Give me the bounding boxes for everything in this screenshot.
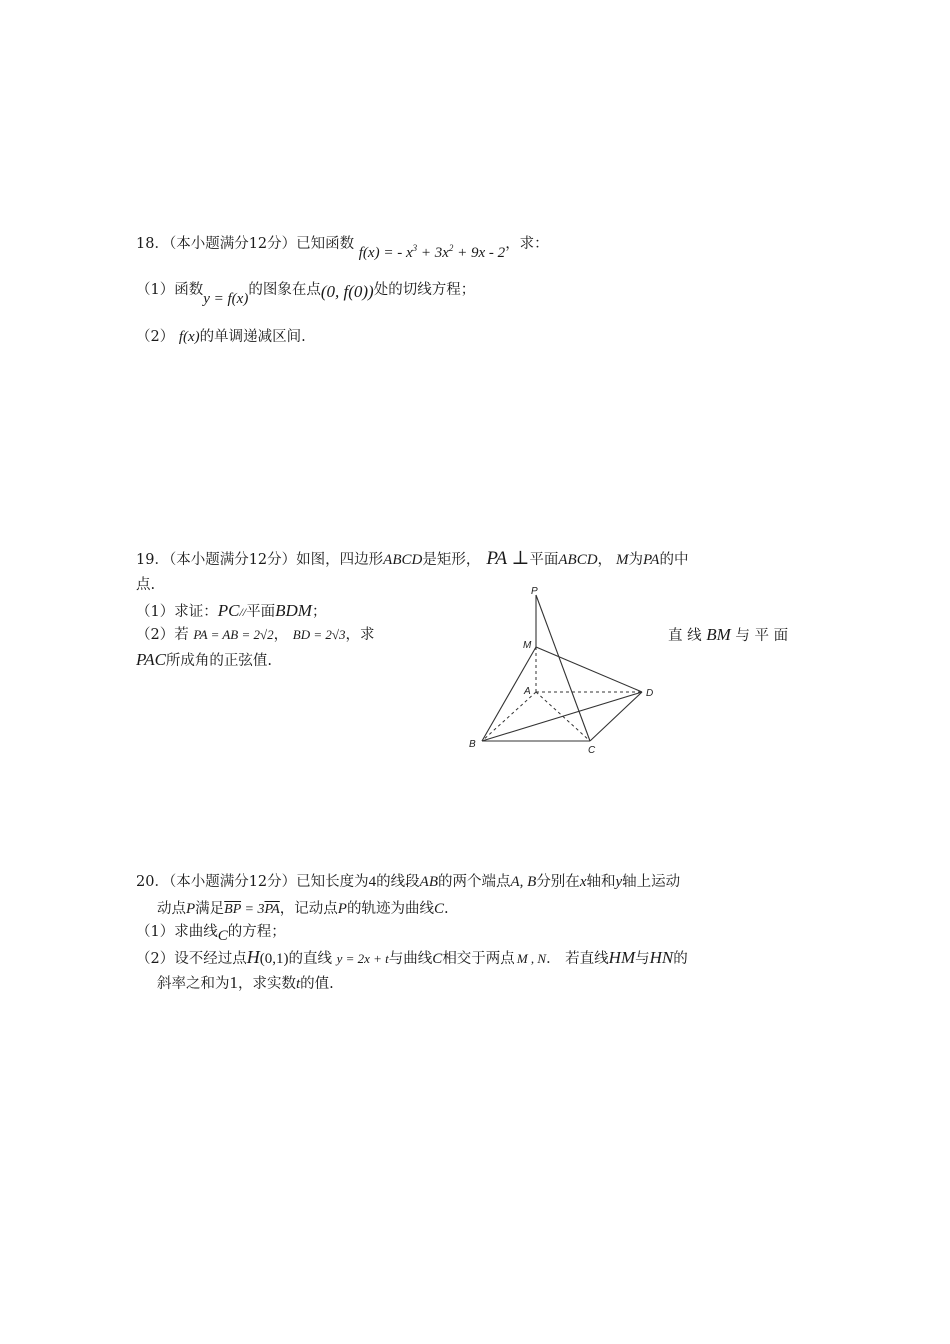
q19-part1-label: （1）求证：	[136, 604, 218, 620]
q19-part2-ask: ，求	[345, 627, 375, 643]
q20-h-coords: (0,1)	[259, 951, 289, 967]
q18-part2-text: 的单调递减区间.	[199, 329, 306, 345]
edge-ac-dashed	[536, 692, 590, 741]
q19-part2-label: （2）若	[136, 627, 189, 643]
q20-part1	[136, 922, 286, 942]
edge-pc	[536, 595, 590, 741]
q19-abcd-2: ABCD	[558, 552, 598, 568]
q19-text-b: 平面	[529, 552, 559, 568]
q20-part2	[136, 947, 688, 969]
q18-part2-function: f(x)	[178, 329, 200, 345]
q19-pa-perp: PA ⊥	[486, 548, 530, 569]
label-b: B	[469, 739, 476, 750]
q18-heading: （本小题满分12分）已知函数	[168, 236, 355, 252]
q20-part1-c: C	[217, 928, 228, 944]
q19-part1-tail: ；	[311, 604, 327, 620]
q20-part1-label: （1）求曲线	[136, 924, 218, 940]
q19-text-d: 为	[628, 552, 644, 568]
q20-text-b: 的两个端点	[437, 874, 511, 890]
q18-function-expression: f(x) = - $x^3 + 3x^2 + 9x - 2$	[358, 243, 506, 261]
q18-tail: ，求：	[505, 236, 549, 252]
q19-part2	[136, 625, 375, 645]
label-m: M	[523, 640, 532, 651]
q18-part2-label: （2）	[136, 329, 175, 345]
q19-pac: PAC	[136, 650, 166, 669]
q20-p-2: P	[337, 901, 347, 917]
q19-part1-text: 平面	[246, 604, 276, 620]
q18-part1-tail: 处的切线方程；	[373, 282, 476, 298]
q19-text-e: 的中	[659, 552, 689, 568]
q18-part2	[136, 327, 306, 347]
q20-ab: AB	[419, 874, 438, 890]
q20-l2-a: 动点	[157, 901, 186, 917]
q18-line1	[136, 229, 549, 261]
q20-text-d: 轴和	[586, 874, 616, 890]
q18-part1-point: (0, f(0))	[320, 282, 374, 301]
label-d: D	[646, 688, 654, 699]
label-a: A	[524, 686, 531, 697]
q20-hm: HM	[608, 948, 636, 967]
q20-line1	[136, 872, 680, 892]
q20-text-c: 分别在	[536, 874, 580, 890]
q20-y: y	[615, 874, 623, 890]
edge-md	[536, 647, 642, 692]
q20-x: x	[579, 874, 587, 890]
q20-c: C	[433, 901, 444, 917]
q18-part1-text: 的图象在点	[248, 282, 321, 298]
q20-l5-a: 斜率之和为	[157, 976, 230, 992]
q20-h: H	[246, 947, 260, 967]
q19-part2-right	[668, 625, 788, 646]
q20-part2-text-f: 与	[635, 951, 650, 967]
label-p: P	[531, 586, 538, 597]
q19-number: 19．	[136, 552, 169, 568]
q18-number: 18．	[136, 236, 169, 252]
q19-abcd: ABCD	[383, 552, 423, 568]
q20-l2-b: 满足	[195, 901, 225, 917]
q20-line5	[157, 973, 334, 994]
q18-part1-equation: y = f(x)	[203, 291, 249, 307]
q20-a-b: A, B	[510, 874, 537, 890]
q20-l5-b: ，求实数	[238, 976, 296, 992]
q19-text-a: 是矩形，	[422, 552, 481, 568]
q19-part2-line2	[136, 650, 272, 671]
q18-part1-label: （1）函数	[136, 282, 204, 298]
q20-hn: HN	[649, 948, 674, 967]
q19-bdm: BDM	[275, 601, 312, 620]
edge-ab-dashed	[482, 692, 536, 741]
q20-part2-text-e: ． 若直线	[546, 951, 609, 967]
q20-text-a: 的线段	[376, 874, 420, 890]
q20-part2-text-b: 的直线	[288, 951, 332, 967]
q20-vector-equation: $\overline{BP} = 3\overline{PA}$	[224, 902, 280, 917]
q19-part2-line-word: 直 线	[668, 628, 702, 644]
q19-parallel: //	[239, 605, 247, 619]
q19-pc: PC	[217, 601, 240, 620]
q20-l2-e: .	[443, 901, 449, 917]
q19-part1	[136, 601, 326, 622]
q20-line-equation: y = 2x + t	[336, 951, 389, 966]
q20-part2-label: （2）设不经过点	[136, 951, 247, 967]
q19-text-c: ，	[597, 552, 613, 568]
q20-l2-d: 的轨迹为曲线	[346, 901, 434, 917]
q19-part2-sep: ，	[273, 627, 289, 643]
q19-bm: BM	[706, 625, 731, 644]
q20-l5-c: 的值.	[300, 976, 334, 992]
q19-pa: PA	[643, 552, 660, 568]
label-c: C	[588, 745, 596, 755]
q20-four: 4	[368, 874, 377, 890]
q20-number: 20．	[136, 874, 169, 890]
q20-part2-text-g: 的	[673, 951, 688, 967]
q20-l2-c: ，记动点	[279, 901, 338, 917]
q19-line1	[136, 549, 688, 570]
q20-heading: （本小题满分12分）已知长度为	[168, 874, 369, 890]
q18-part1	[136, 279, 476, 307]
q20-text-e: 轴上运动	[622, 874, 681, 890]
q19-line2: 点.	[136, 577, 156, 593]
q19-eq-bd: BD = 2√3	[292, 627, 346, 642]
q19-pyramid-figure	[460, 585, 670, 755]
q19-part2-tail: 所成角的正弦值.	[165, 653, 273, 669]
q19-eq-pa-ab: PA = AB = 2√2	[193, 627, 274, 642]
q20-part2-text-d: 相交于两点	[442, 951, 515, 967]
q19-part2-plane-word: 与 平 面	[735, 628, 789, 644]
edge-cd	[590, 692, 642, 741]
q20-line2	[157, 899, 449, 920]
q20-part1-text: 的方程；	[227, 924, 286, 940]
q20-c-2: C	[432, 951, 443, 967]
q19-heading: （本小题满分12分）如图，四边形	[168, 552, 384, 568]
q20-t: t	[296, 976, 301, 992]
q20-one: 1	[229, 973, 238, 992]
q20-mn: M , N	[516, 951, 547, 966]
q20-part2-text-c: 与曲线	[388, 951, 433, 967]
q20-p: P	[186, 901, 196, 917]
q19-m: M	[616, 552, 629, 568]
